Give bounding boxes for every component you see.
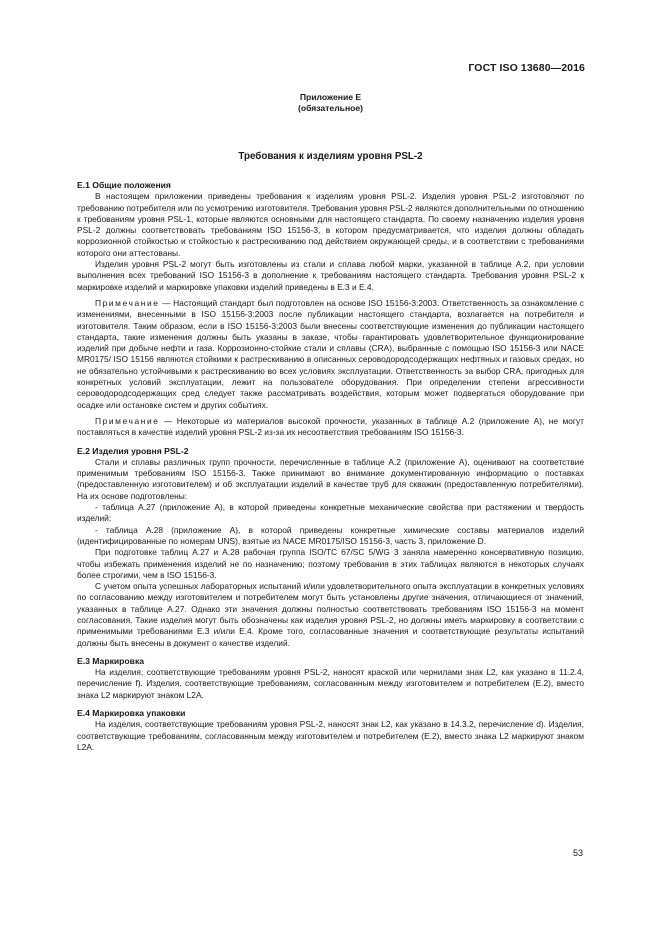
document-body <box>77 180 584 753</box>
page-number: 53 <box>572 848 583 858</box>
annex-status: (обязательное) <box>297 103 364 113</box>
paragraph: В настоящем приложении приведены требования к изделиям уровня PSL-2. Изделия уровня PSL-2 изготовляют по требованию потребителя или по усмотрению изготовителя. Требования уровня PSL-2 являются дополнительными по отношению к требованиям уровня PSL-1, которые являются основными для настоящего стандарта. По своему назначению изделия уровня PSL-2 должны соответствовать требованиям ISO 15156-3, в котором предусматривается, что изделия должны обладать коррозионной стойкостью и стойкостью к растрескиванию под действием окружающей среды, и в соответствии с требованиями которого они аттестованы. <box>77 191 584 258</box>
annex-heading <box>0 92 661 114</box>
section-heading-e3: Е.3 Маркировка <box>77 655 145 666</box>
note-label: Примечание <box>95 415 160 426</box>
note-paragraph <box>77 298 584 411</box>
document-title: Требования к изделиям уровня PSL-2 <box>238 151 423 162</box>
note-text: — Настоящий стандарт был подготовлен на основе ISO 15156-3:2003. Ответственность за ознакомление с изменениями, внесенными в ISO 15156-3:2003 после публикации настоящего стандарта, возлагается на потребителя и изготовителя. Таким образом, если в ISO 15156-3:2003 были внесены соответствующие изменения до публикации настоящего стандарта, такие изменения должны быть указаны в заказе, чтобы гарантировать удовлетворительное функционирование изделий при добыче нефти и газа. Коррозионно-стойкие стали и сплавы (CRA), выбранные с помощью ISO 15156-3 или NACE MR0175/ ISO 15156 являются стойкими к растрескиванию в описанных сероводородсодержащих нефтяных и газовых средах, но не обязательно устойчивыми к растрескиванию во всех условиях эксплуатации. Ответственность за выбор CRA, пригодных для конкретных условий эксплуатации, лежит на пользователе оборудования. При определении степени агрессивности сероводородсодержащих сред следует также рассматривать воздействия, которым может подвергаться оборудование при осадке или остановке систем и других событиях. <box>77 297 584 410</box>
list-item: - таблица А.28 (приложение А), в которой приведены конкретные химические составы материалов изделий (идентифицированные по номерам UNS), взятые из NACE MR0175/ISO 15156-3, часть 3, приложение D. <box>77 524 584 546</box>
standard-designation: ГОСТ ISO 13680—2016 <box>468 62 585 74</box>
annex-title: Приложение Е <box>299 92 362 102</box>
list-item: - таблица А.27 (приложение А), в которой приведены конкретные механические свойства при растяжении и твердость изделий; <box>77 502 584 524</box>
paragraph: На изделия, соответствующие требованиям уровня PSL-2, наносят краской или чернилами знак L2, как указано в 11.2.4, перечисление f). Изделия, соответствующие требованиям, согласованным между изготовителем и потребителем (Е.2), вместо знака L2 маркируют знаком L2A. <box>77 667 584 700</box>
section-heading-e4: Е.4 Маркировка упаковки <box>77 708 186 719</box>
paragraph: При подготовке таблиц А.27 и А.28 рабочая группа ISO/TC 67/SC 5/WG 3 заняла намеренно консервативную позицию, чтобы избежать применения изделий не по назначению; поэтому требования в этих таблицах являются в некоторых случаях более строгими, чем в ISO 15156-3. <box>77 547 584 580</box>
section-heading-e1: Е.1 Общие положения <box>77 180 171 190</box>
paragraph: Стали и сплавы различных групп прочности, перечисленные в таблице А.2 (приложение А), оценивают на соответствие применимым требованиям ISO 15156-3. Также принимают во внимание документированную информацию о поставках (предоставленную изготовителем) и об эксплуатации изделий в качестве труб для скважин (предоставленную потребителями). На их основе подготовлены: <box>77 456 584 501</box>
note-label: Примечание <box>95 297 160 308</box>
section-heading-e2: Е.2 Изделия уровня PSL-2 <box>77 445 189 456</box>
paragraph: На изделия, соответствующие требованиям уровня PSL-2, наносят знак L2, как указано в 14.3.2, перечисление d). Изделия, соответствующие требованиям, согласованным между изготовителем и потребителем (Е.2), вместо знака L2 маркируют знаком L2A. <box>77 719 584 752</box>
paragraph: Изделия уровня PSL-2 могут быть изготовлены из стали и сплава любой марки, указанной в таблице А.2, при условии выполнения всех требований ISO 15156-3 в дополнение к требованиям настоящего стандарта. Требования уровня PSL-2 к маркировке изделий и маркировке упаковки изделий приведены в Е.3 и Е.4. <box>77 259 584 292</box>
note-text: — Некоторые из материалов высокой прочности, указанных в таблице А.2 (приложение А), не могут поставляться в качестве изделий уровня PSL-2 из-за их несоответствия требованиям ISO 15156-3. <box>77 415 584 438</box>
note-paragraph <box>77 416 584 439</box>
paragraph: С учетом опыта успешных лабораторных испытаний и/или удовлетворительного опыта эксплуатации в конкретных условиях по согласованию между изготовителем и потребителем могут быть установлены другие значения, отличающиеся от значений, указанных в таблице А.27. Однако эти значения должны полностью соответствовать требованиям ISO 15156-3 на момент согласования. Такие изделия могут быть обозначены как изделия уровня PSL-2, но должны иметь маркировку в соответствии с применимыми требованиями Е.3 и/или Е.4. Кроме того, согласованные значения и соответствующие результаты испытаний должны быть внесены в документ о качестве изделий. <box>77 581 584 648</box>
